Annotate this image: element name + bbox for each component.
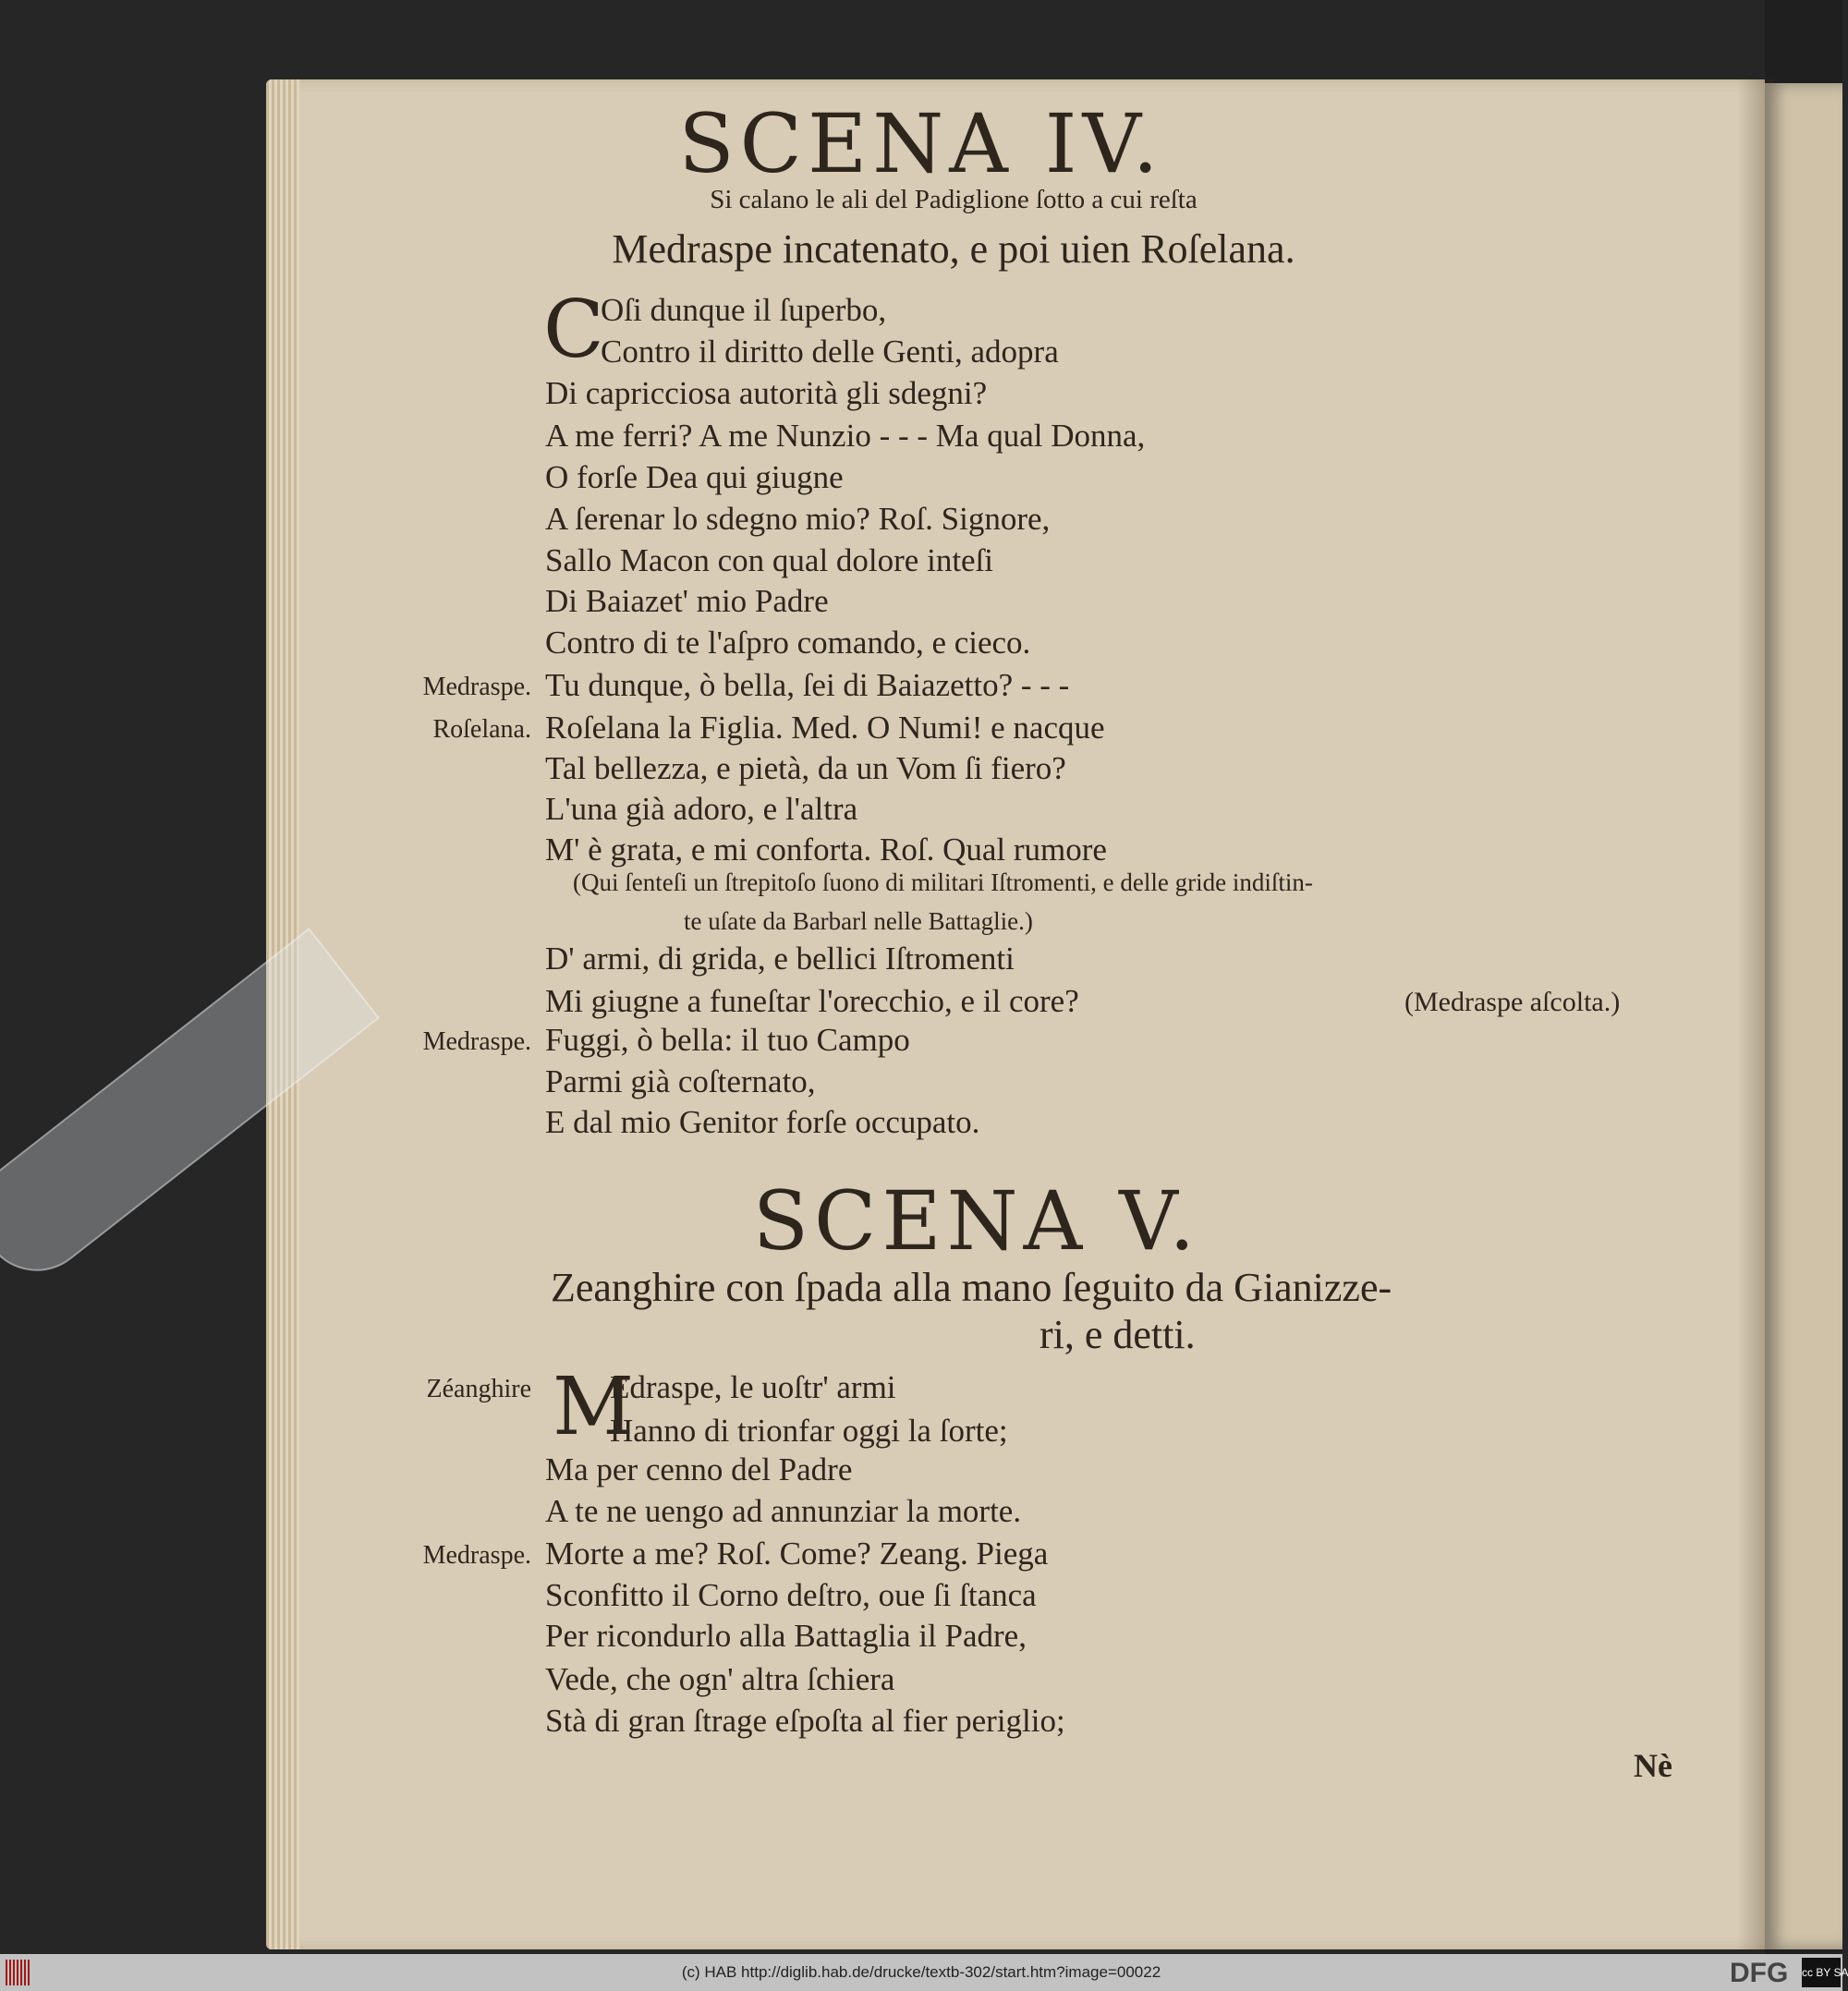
stage-aside: (Medraspe aſcolta.) [1404, 987, 1621, 1017]
catchword: Nè [1634, 1747, 1672, 1784]
verse-line: Parmi già coſternato, [545, 1063, 816, 1099]
verse-line: Vede, che ogn' altra ſchiera [545, 1661, 895, 1697]
speaker-label: Roſelana. [432, 715, 531, 744]
cc-license-icon: cc BY SA [1802, 1958, 1841, 1987]
copyright-caption: (c) HAB http://diglib.hab.de/drucke/textb-302/start.htm?image=00022 [681, 1963, 1161, 1981]
scene-5-title: SCENA V. [752, 1173, 1201, 1269]
verse-line: A te ne uengo ad annunziar la morte. [545, 1493, 1022, 1529]
scene-5-subtitle: Zeanghire con ſpada alla mano ſeguito da Gianizze- [551, 1265, 1392, 1310]
speaker-label: Medraspe. [422, 1541, 531, 1570]
verse-line: Di Baiazet' mio Padre [545, 583, 829, 619]
stage-direction-cont: te uſate da Barbarl nelle Battaglie.) [684, 907, 1033, 935]
verse-line: A ſerenar lo sdegno mio? Roſ. Signore, [545, 501, 1051, 537]
verse-line: Stà di gran ſtrage eſpoſta al fier periglio; [545, 1703, 1065, 1739]
scene-4-subtitle-2: Medraspe incatenato, e poi uien Roſelana. [612, 226, 1295, 272]
verse-line: Roſelana la Figlia. Med. O Numi! e nacque [545, 710, 1105, 746]
scene-5-subtitle-2: ri, e detti. [1040, 1312, 1196, 1357]
verse-line: Per ricondurlo alla Battaglia il Padre, [545, 1618, 1027, 1654]
verse-line: Tal bellezza, e pietà, da un Vom ſi fiero? [545, 750, 1066, 786]
verse-line: Contro il diritto delle Genti, adopra [601, 334, 1059, 370]
scene-4-subtitle: Si calano le ali del Padiglione ſotto a cui reſta [710, 185, 1198, 214]
verse-line: Sallo Macon con qual dolore inteſi [545, 542, 994, 578]
verse-line: Ma per cenno del Padre [545, 1451, 853, 1487]
stage-direction: (Qui ſenteſi un ſtrepitoſo ſuono di militari Iſtromenti, e delle gride indiſtin- [573, 868, 1313, 896]
verse-line: Fuggi, ò bella: il tuo Campo [545, 1022, 910, 1058]
verse-line: Mi giugne a funeſtar l'orecchio, e il core? [545, 983, 1079, 1019]
verse-line: Tu dunque, ò bella, ſei di Baiazetto? - - - [545, 667, 1070, 703]
verse-line: Hanno di trionfar oggi la ſorte; [610, 1413, 1008, 1449]
verse-line: E dal mio Genitor forſe occupato. [545, 1104, 980, 1140]
verse-line: Oſi dunque il ſuperbo, [601, 292, 887, 328]
verse-line: Edraspe, le uoſtr' armi [610, 1369, 896, 1405]
scene-4-title: SCENA IV. [678, 96, 1164, 191]
facing-page-edge [1765, 83, 1842, 1949]
verse-line: Di capricciosa autorità gli sdegni? [545, 375, 988, 411]
verse-line: M' è grata, e mi conforta. Roſ. Qual rumore [545, 832, 1107, 868]
verse-line: Morte a me? Roſ. Come? Zeang. Piega [545, 1536, 1049, 1572]
footer-bar [0, 1954, 1848, 1991]
verse-line: D' armi, di grida, e bellici Iſtromenti [545, 941, 1015, 977]
drop-cap: M [553, 1361, 635, 1453]
verse-line: O forſe Dea qui giugne [545, 459, 844, 495]
dfg-logo: DFG [1730, 1958, 1789, 1988]
drop-cap: C [543, 284, 604, 376]
speaker-label: Medraspe. [422, 1027, 531, 1056]
verse-line: Contro di te l'aſpro comando, e cieco. [545, 625, 1031, 661]
speaker-label: Zéanghire [426, 1375, 531, 1403]
verse-line: L'una già adoro, e l'altra [545, 791, 858, 827]
speaker-label: Medraspe. [422, 673, 531, 701]
verse-line: Sconfitto il Corno deſtro, oue ſi ſtanca [545, 1577, 1037, 1613]
verse-line: A me ferri? A me Nunzio - - - Ma qual Donna, [545, 418, 1146, 454]
